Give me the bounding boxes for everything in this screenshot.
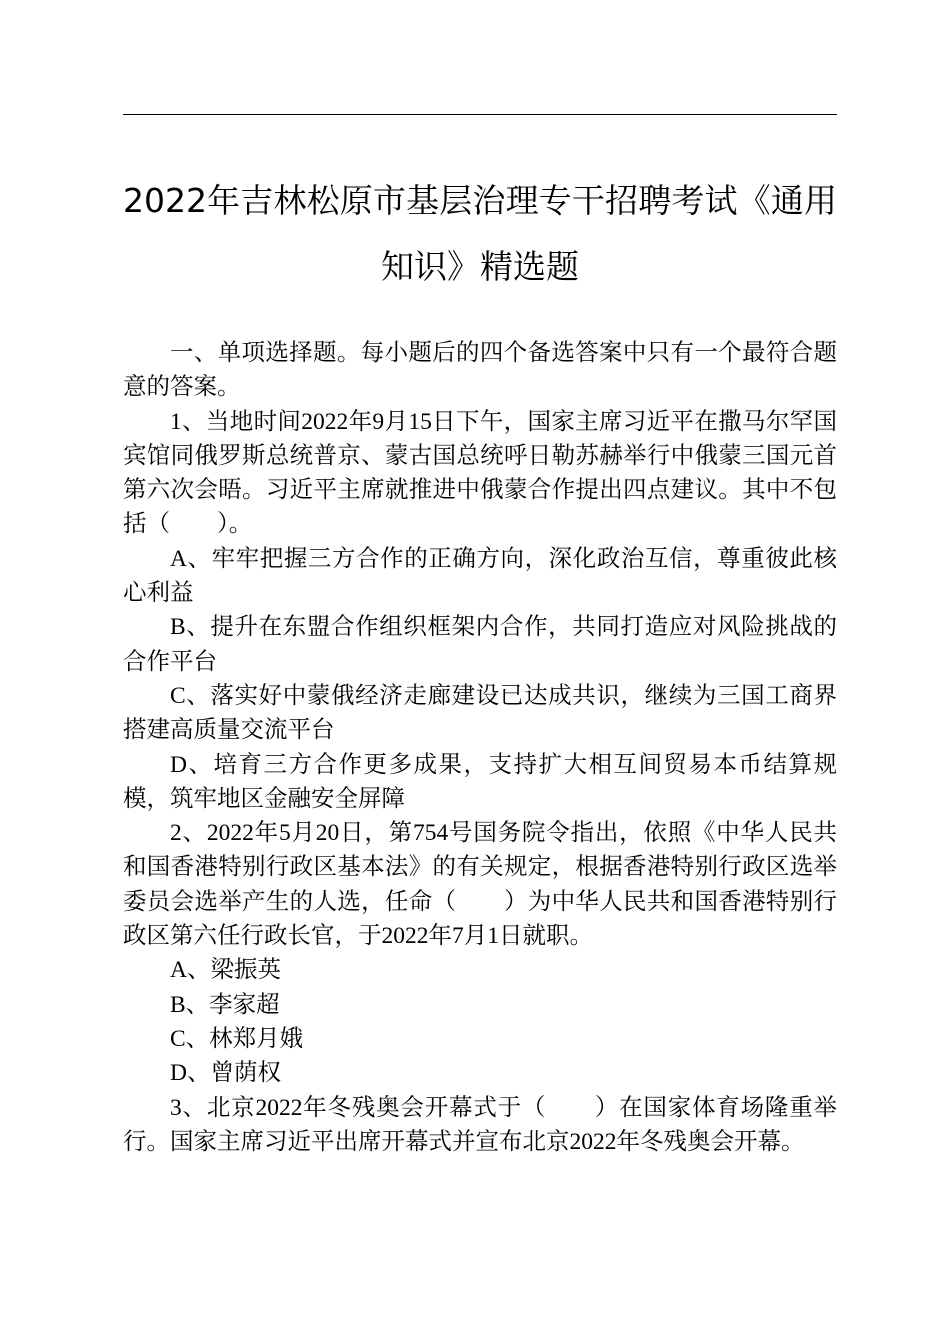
question-2-option-a: A、梁振英 (170, 957, 281, 984)
question-3-stem: 3、北京2022年冬残奥会开幕式于（ ）在国家体育场隆重举行。国家主席习近平出席开幕式并宣布北京2022年冬残奥会开幕。 (123, 1094, 837, 1155)
question-1-option-b: B、提升在东盟合作组织框架内合作，共同打造应对风险挑战的合作平台 (123, 614, 837, 675)
question-2-option-d: D、曾荫权 (170, 1060, 281, 1087)
question-1-option-a: A、牢牢把握三方合作的正确方向，深化政治互信，尊重彼此核心利益 (123, 545, 837, 607)
question-1-option-c: C、落实好中蒙俄经济走廊建设已达成共识，继续为三国工商界搭建高质量交流平台 (123, 682, 837, 744)
document-body (123, 336, 837, 1159)
header-rule (123, 114, 837, 115)
question-2-option-b: B、李家超 (170, 991, 280, 1018)
question-2-stem: 2、2022年5月20日，第754号国务院令指出，依照《中华人民共和国香港特别行政区基本法》的有关规定，根据香港特别行政区选举委员会选举产生的人选，任命（ ）为中华人民共和国香港特别行政区第六任行政长官，于2022年7月1日就职。 (123, 820, 837, 950)
document-title: 2022年吉林松原市基层治理专干招聘考试《通用知识》精选题 (123, 181, 837, 286)
section-intro: 一、单项选择题。每小题后的四个备选答案中只有一个最符合题意的答案。 (123, 340, 837, 401)
question-1-stem: 1、当地时间2022年9月15日下午，国家主席习近平在撒马尔罕国宾馆同俄罗斯总统普京、蒙古国总统呼日勒苏赫举行中俄蒙三国元首第六次会晤。习近平主席就推进中俄蒙合作提出四点建议。其中不包括（ ）。 (123, 408, 837, 538)
question-2-option-c: C、林郑月娥 (170, 1025, 304, 1052)
question-1-option-d: D、培育三方合作更多成果，支持扩大相互间贸易本币结算规模，筑牢地区金融安全屏障 (123, 751, 837, 812)
